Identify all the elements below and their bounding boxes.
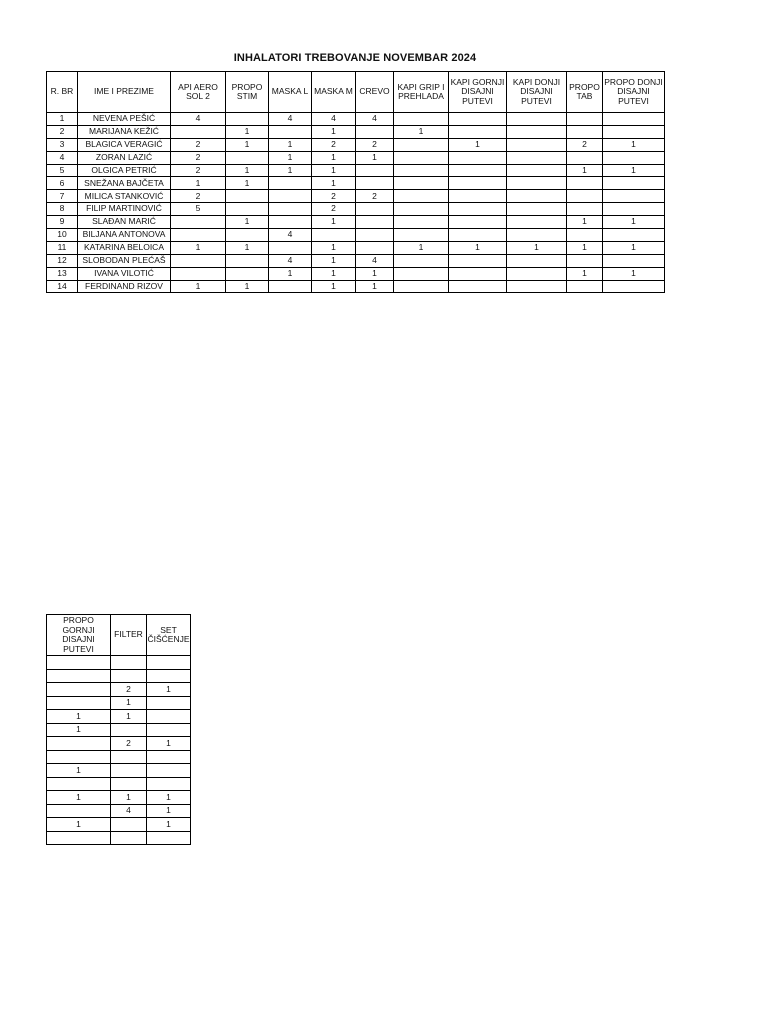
table-cell: 2: [171, 138, 226, 151]
table-cell: [356, 164, 394, 177]
table-cell: [507, 164, 567, 177]
table-cell: 7: [47, 190, 78, 203]
table-cell: [603, 280, 665, 293]
table-cell: [269, 125, 312, 138]
table-cell: [449, 280, 507, 293]
table-cell: FERDINAND RIZOV: [78, 280, 171, 293]
table-cell: 2: [567, 138, 603, 151]
table-row: [47, 737, 191, 751]
table-row: [47, 241, 665, 254]
table-cell: 1: [147, 818, 191, 832]
table-cell: 9: [47, 216, 78, 229]
table-cell: ZORAN LAZIĆ: [78, 151, 171, 164]
table-cell: [312, 229, 356, 242]
table-row: [47, 164, 665, 177]
table-cell: 2: [312, 203, 356, 216]
table-cell: [47, 777, 111, 791]
table-cell: FILIP MARTINOVIĆ: [78, 203, 171, 216]
table-cell: 1: [603, 216, 665, 229]
table-cell: [111, 750, 147, 764]
table-cell: 1: [356, 280, 394, 293]
table-cell: [507, 138, 567, 151]
column-header: SET ČIŠĆENJE: [147, 615, 191, 656]
table-cell: IVANA VILOTIĆ: [78, 267, 171, 280]
table-cell: 1: [312, 151, 356, 164]
table-cell: MARIJANA KEŽIĆ: [78, 125, 171, 138]
table-cell: 1: [47, 764, 111, 778]
table-cell: [394, 177, 449, 190]
table-cell: [507, 280, 567, 293]
table-cell: [507, 254, 567, 267]
table-row: [47, 710, 191, 724]
table-cell: [147, 764, 191, 778]
table-cell: [111, 723, 147, 737]
table-cell: [449, 177, 507, 190]
table-cell: 1: [603, 164, 665, 177]
table-cell: 4: [171, 113, 226, 126]
table-cell: [507, 125, 567, 138]
table-row: [47, 804, 191, 818]
table-cell: [269, 177, 312, 190]
table-cell: [567, 190, 603, 203]
table-cell: 1: [147, 737, 191, 751]
table-cell: 1: [171, 241, 226, 254]
table-cell: [567, 254, 603, 267]
table-cell: 4: [111, 804, 147, 818]
table-cell: [269, 190, 312, 203]
table-cell: [111, 656, 147, 670]
table-cell: [603, 177, 665, 190]
second-table: [46, 614, 191, 845]
table-cell: 1: [47, 113, 78, 126]
table-cell: [394, 280, 449, 293]
table-cell: 1: [269, 164, 312, 177]
table-row: [47, 723, 191, 737]
table-cell: [394, 164, 449, 177]
column-header: PROPO TAB: [567, 72, 603, 113]
column-header: KAPI GORNJI DISAJNI PUTEVI: [449, 72, 507, 113]
table-row: [47, 125, 665, 138]
second-table-header-row: [47, 615, 191, 656]
table-cell: 1: [567, 241, 603, 254]
table-cell: 6: [47, 177, 78, 190]
table-cell: [394, 138, 449, 151]
table-cell: 2: [171, 151, 226, 164]
table-cell: [47, 737, 111, 751]
table-cell: [567, 125, 603, 138]
table-cell: 1: [449, 138, 507, 151]
table-cell: 1: [312, 125, 356, 138]
table-cell: 1: [312, 280, 356, 293]
table-cell: 1: [312, 177, 356, 190]
table-cell: [567, 280, 603, 293]
table-cell: [507, 113, 567, 126]
column-header: PROPO GORNJI DISAJNI PUTEVI: [47, 615, 111, 656]
table-cell: 1: [226, 241, 269, 254]
table-cell: SLAĐAN MARIĆ: [78, 216, 171, 229]
table-cell: 1: [47, 791, 111, 805]
table-cell: [47, 669, 111, 683]
table-cell: [394, 216, 449, 229]
table-cell: 1: [111, 696, 147, 710]
table-cell: [603, 254, 665, 267]
table-cell: [356, 203, 394, 216]
table-cell: 1: [603, 138, 665, 151]
column-header: API AERO SOL 2: [171, 72, 226, 113]
table-cell: 4: [269, 113, 312, 126]
table-cell: [507, 216, 567, 229]
table-cell: [507, 151, 567, 164]
column-header: IME I PREZIME: [78, 72, 171, 113]
table-cell: [171, 229, 226, 242]
table-cell: 1: [171, 177, 226, 190]
table-cell: [269, 216, 312, 229]
table-cell: [147, 831, 191, 845]
table-cell: 1: [312, 254, 356, 267]
table-cell: 1: [269, 138, 312, 151]
table-cell: 4: [312, 113, 356, 126]
table-cell: [147, 777, 191, 791]
table-cell: [111, 777, 147, 791]
table-cell: 1: [111, 710, 147, 724]
table-cell: [567, 177, 603, 190]
table-cell: SNEŽANA BAJČETA: [78, 177, 171, 190]
table-cell: MILICA STANKOVIĆ: [78, 190, 171, 203]
table-cell: [449, 203, 507, 216]
table-cell: 5: [171, 203, 226, 216]
table-cell: 4: [269, 229, 312, 242]
table-row: [47, 151, 665, 164]
table-cell: 8: [47, 203, 78, 216]
table-cell: 1: [312, 216, 356, 229]
table-cell: 10: [47, 229, 78, 242]
table-row: [47, 683, 191, 697]
column-header: MASKA L: [269, 72, 312, 113]
table-cell: [111, 669, 147, 683]
table-cell: 2: [356, 138, 394, 151]
table-cell: [171, 267, 226, 280]
table-cell: 1: [567, 267, 603, 280]
column-header: PROPO DONJI DISAJNI PUTEVI: [603, 72, 665, 113]
table-cell: [449, 164, 507, 177]
table-cell: [449, 151, 507, 164]
table-cell: 1: [356, 151, 394, 164]
table-row: [47, 177, 665, 190]
table-row: [47, 791, 191, 805]
table-cell: [507, 190, 567, 203]
table-cell: [603, 151, 665, 164]
table-cell: [507, 203, 567, 216]
table-cell: [47, 656, 111, 670]
main-table-header-row: [47, 72, 665, 113]
table-cell: [394, 267, 449, 280]
table-cell: [449, 216, 507, 229]
table-cell: NEVENA PEŠIĆ: [78, 113, 171, 126]
table-cell: 1: [567, 164, 603, 177]
table-cell: [147, 656, 191, 670]
table-cell: 2: [312, 190, 356, 203]
table-cell: [603, 113, 665, 126]
page-title: INHALATORI TREBOVANJE NOVEMBAR 2024: [233, 52, 477, 64]
column-header: PROPO STIM: [226, 72, 269, 113]
table-cell: 4: [47, 151, 78, 164]
table-cell: 1: [312, 241, 356, 254]
table-cell: [567, 113, 603, 126]
table-cell: 1: [111, 791, 147, 805]
table-cell: 1: [603, 267, 665, 280]
table-cell: 1: [312, 164, 356, 177]
table-cell: [111, 764, 147, 778]
table-cell: [567, 151, 603, 164]
table-cell: [603, 125, 665, 138]
table-cell: [356, 125, 394, 138]
column-header: KAPI GRIP I PREHLADA: [394, 72, 449, 113]
table-cell: 2: [47, 125, 78, 138]
table-row: [47, 777, 191, 791]
table-cell: SLOBODAN PLEĆAŠ: [78, 254, 171, 267]
table-cell: [449, 113, 507, 126]
table-row: [47, 203, 665, 216]
column-header: CREVO: [356, 72, 394, 113]
table-cell: [449, 125, 507, 138]
table-cell: 2: [312, 138, 356, 151]
table-cell: 12: [47, 254, 78, 267]
table-cell: 1: [269, 267, 312, 280]
table-cell: OLGICA PETRIĆ: [78, 164, 171, 177]
table-row: [47, 190, 665, 203]
table-cell: [226, 190, 269, 203]
table-cell: [47, 683, 111, 697]
table-cell: [111, 831, 147, 845]
table-cell: 11: [47, 241, 78, 254]
table-cell: [603, 190, 665, 203]
table-cell: 14: [47, 280, 78, 293]
table-cell: 13: [47, 267, 78, 280]
column-header: MASKA M: [312, 72, 356, 113]
table-cell: [394, 229, 449, 242]
table-cell: [356, 177, 394, 190]
table-row: [47, 831, 191, 845]
column-header: R. BR: [47, 72, 78, 113]
table-cell: [226, 203, 269, 216]
table-cell: 1: [226, 177, 269, 190]
table-cell: [449, 267, 507, 280]
table-cell: 1: [147, 804, 191, 818]
table-cell: 1: [394, 241, 449, 254]
table-cell: 1: [226, 216, 269, 229]
table-cell: 2: [111, 737, 147, 751]
table-cell: [171, 125, 226, 138]
table-cell: [47, 804, 111, 818]
table-cell: 1: [171, 280, 226, 293]
table-cell: BILJANA ANTONOVA: [78, 229, 171, 242]
table-cell: [47, 750, 111, 764]
table-cell: [47, 831, 111, 845]
table-cell: 2: [171, 164, 226, 177]
table-row: [47, 818, 191, 832]
table-cell: 1: [567, 216, 603, 229]
table-cell: 2: [171, 190, 226, 203]
table-cell: [394, 151, 449, 164]
table-cell: 2: [356, 190, 394, 203]
table-cell: 4: [269, 254, 312, 267]
table-cell: 1: [507, 241, 567, 254]
table-cell: [147, 669, 191, 683]
table-cell: [507, 177, 567, 190]
table-cell: 3: [47, 138, 78, 151]
table-cell: 1: [47, 818, 111, 832]
table-cell: [449, 190, 507, 203]
table-cell: [147, 710, 191, 724]
table-cell: [449, 254, 507, 267]
column-header: KAPI DONJI DISAJNI PUTEVI: [507, 72, 567, 113]
table-cell: 5: [47, 164, 78, 177]
table-cell: 1: [226, 164, 269, 177]
table-cell: [269, 241, 312, 254]
column-header: FILTER: [111, 615, 147, 656]
table-cell: 1: [147, 683, 191, 697]
table-cell: 1: [147, 791, 191, 805]
table-cell: [507, 229, 567, 242]
table-row: [47, 138, 665, 151]
table-cell: [47, 696, 111, 710]
table-row: [47, 267, 665, 280]
table-row: [47, 696, 191, 710]
table-cell: [147, 723, 191, 737]
table-cell: [394, 254, 449, 267]
table-cell: 2: [111, 683, 147, 697]
table-row: [47, 113, 665, 126]
table-cell: [226, 254, 269, 267]
table-row: [47, 280, 665, 293]
table-cell: [567, 229, 603, 242]
table-row: [47, 750, 191, 764]
table-cell: [356, 241, 394, 254]
table-cell: [449, 229, 507, 242]
table-cell: [226, 151, 269, 164]
table-cell: [394, 190, 449, 203]
table-cell: [507, 267, 567, 280]
table-cell: 1: [226, 125, 269, 138]
table-cell: 1: [603, 241, 665, 254]
table-cell: 1: [47, 710, 111, 724]
table-cell: 4: [356, 113, 394, 126]
table-cell: [269, 280, 312, 293]
table-cell: 1: [356, 267, 394, 280]
table-cell: 1: [312, 267, 356, 280]
table-row: [47, 254, 665, 267]
table-cell: 1: [269, 151, 312, 164]
table-row: [47, 229, 665, 242]
table-cell: 4: [356, 254, 394, 267]
table-cell: [394, 113, 449, 126]
table-cell: [226, 267, 269, 280]
table-cell: [567, 203, 603, 216]
table-cell: [603, 229, 665, 242]
table-cell: [356, 216, 394, 229]
table-cell: [603, 203, 665, 216]
table-row: [47, 669, 191, 683]
table-cell: 1: [226, 138, 269, 151]
table-cell: [394, 203, 449, 216]
table-cell: KATARINA BELOICA: [78, 241, 171, 254]
main-table: [46, 71, 665, 293]
table-cell: [147, 696, 191, 710]
table-cell: 1: [226, 280, 269, 293]
table-cell: [356, 229, 394, 242]
table-row: [47, 764, 191, 778]
table-cell: [171, 254, 226, 267]
table-row: [47, 216, 665, 229]
table-cell: [147, 750, 191, 764]
table-cell: [171, 216, 226, 229]
table-cell: [226, 113, 269, 126]
table-cell: [111, 818, 147, 832]
table-cell: BLAGICA VERAGIĆ: [78, 138, 171, 151]
table-cell: 1: [47, 723, 111, 737]
table-cell: 1: [449, 241, 507, 254]
table-row: [47, 656, 191, 670]
table-cell: 1: [394, 125, 449, 138]
table-cell: [269, 203, 312, 216]
table-cell: [226, 229, 269, 242]
